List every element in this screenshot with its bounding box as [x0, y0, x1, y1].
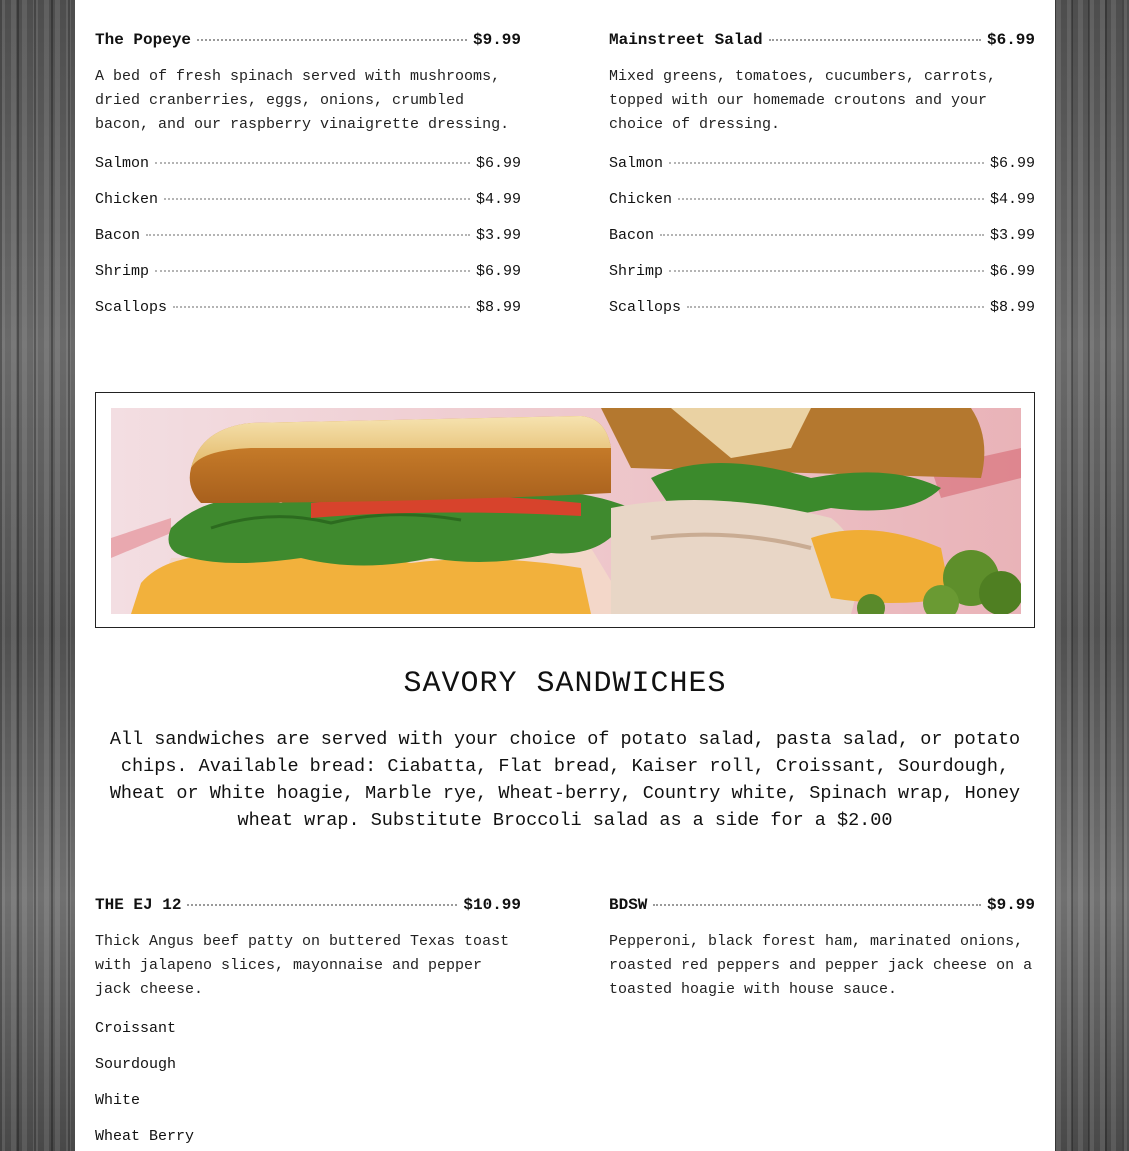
addon-row: Scallops $8.99	[609, 299, 1035, 316]
addon-list	[95, 154, 521, 334]
section-description: All sandwiches are served with your choice of potato salad, pasta salad, or potato chips. Available bread: Ciabatta, Flat bread, Kaiser roll, Croissant, Sourdough, Wheat or White hoagie, Marble rye, Wheat-berry, Country white, Spinach wrap, Honey wheat wrap. Substitute Broccoli salad as a side for a $2.00	[109, 729, 1021, 831]
addon-row: Salmon $6.99	[95, 155, 521, 172]
menu-item-bdsw	[609, 895, 1035, 1002]
item-description: Thick Angus beef patty on buttered Texas toast with jalapeno slices, mayonnaise and pepper jack cheese.	[95, 933, 510, 998]
addon-list	[609, 154, 1035, 334]
addon-row: Shrimp $6.99	[609, 263, 1035, 280]
menu-paper	[75, 0, 1055, 1151]
item-price: $9.99	[986, 896, 1035, 914]
addon-row: Salmon $6.99	[609, 155, 1035, 172]
item-price: $9.99	[472, 31, 521, 49]
sandwich-photo	[111, 408, 1021, 614]
item-name: Mainstreet Salad	[609, 31, 763, 49]
bread-option: Wheat Berry	[95, 1128, 195, 1145]
addon-row: Shrimp $6.99	[95, 263, 521, 280]
item-description: Mixed greens, tomatoes, cucumbers, carrots, topped with our homemade croutons and your choice of dressing.	[609, 68, 997, 133]
item-price: $6.99	[986, 31, 1035, 49]
addon-row: Scallops $8.99	[95, 299, 521, 316]
item-name: BDSW	[609, 896, 648, 914]
addon-row: Bacon $3.99	[609, 227, 1035, 244]
item-description: Pepperoni, black forest ham, marinated onions, roasted red peppers and pepper jack cheese on a toasted hoagie with house sauce.	[609, 933, 1033, 998]
menu-item-ej-12	[95, 895, 521, 1151]
section-title: SAVORY SANDWICHES	[403, 667, 727, 701]
bread-option-list	[95, 1019, 521, 1151]
item-name: THE EJ 12	[95, 896, 182, 914]
bread-option: Croissant	[95, 1020, 177, 1037]
bread-option: Sourdough	[95, 1056, 177, 1073]
addon-row: Chicken $4.99	[95, 191, 521, 208]
addon-row: Chicken $4.99	[609, 191, 1035, 208]
menu-item-mainstreet-salad	[609, 30, 1035, 334]
item-price: $10.99	[463, 896, 521, 914]
menu-item-popeye	[95, 30, 521, 334]
item-name: The Popeye	[95, 31, 192, 49]
bread-option: White	[95, 1092, 141, 1109]
item-description: A bed of fresh spinach served with mushrooms, dried cranberries, eggs, onions, crumbled bacon, and our raspberry vinaigrette dressing.	[95, 68, 510, 133]
addon-row: Bacon $3.99	[95, 227, 521, 244]
sandwich-photo-frame	[95, 392, 1035, 628]
